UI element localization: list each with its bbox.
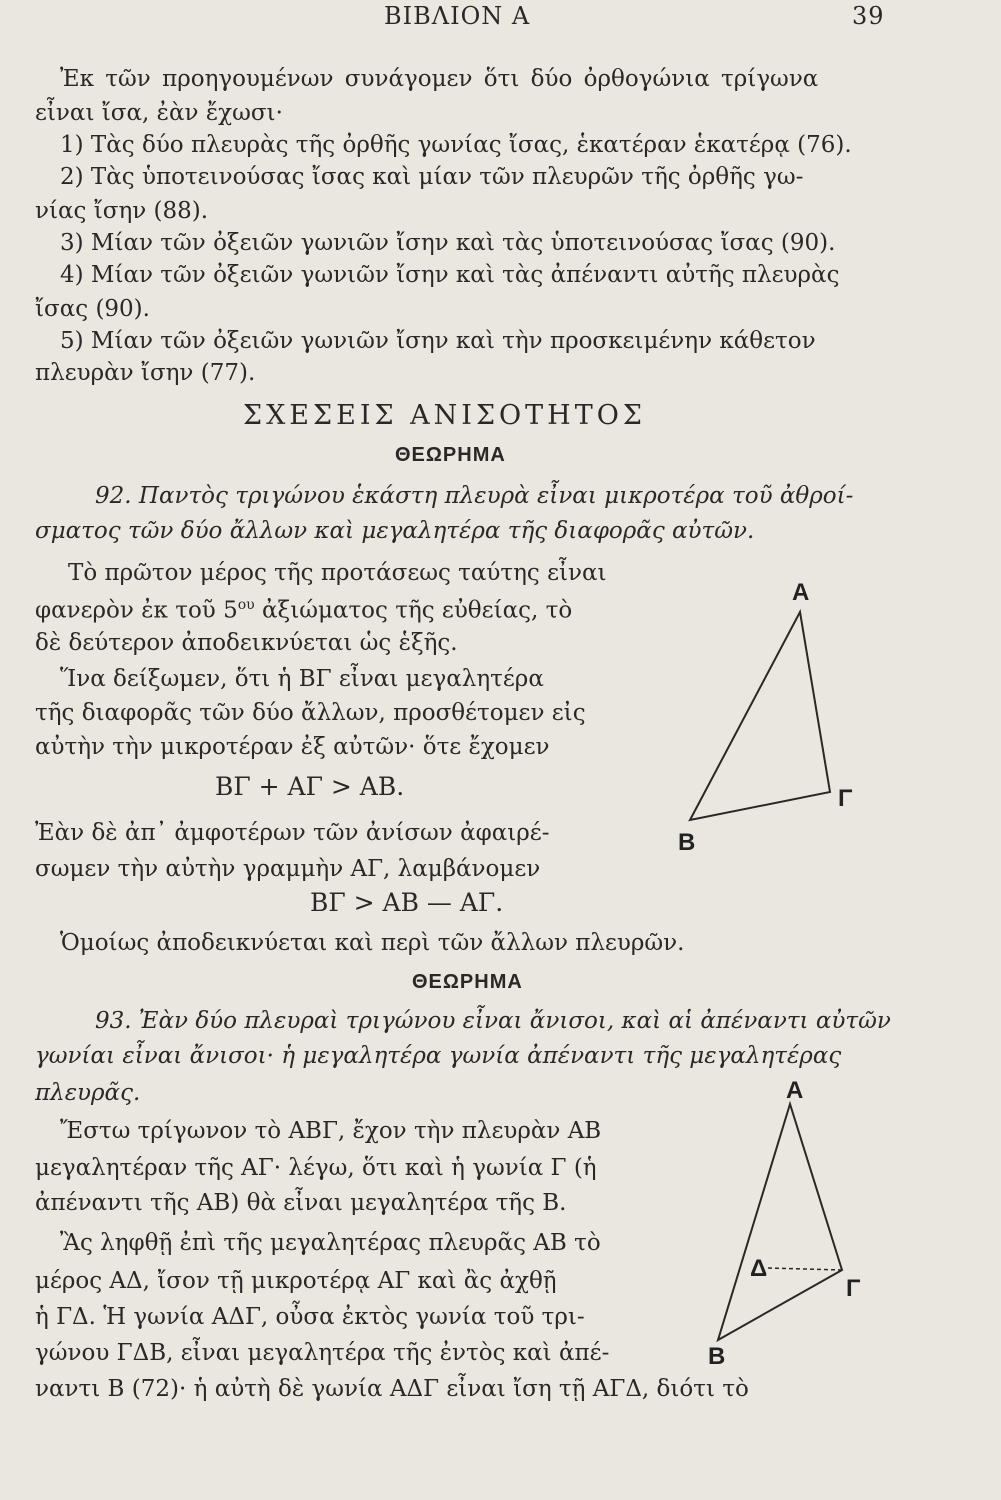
vertex-label-a: A: [792, 579, 810, 606]
proof-line: Ἐὰν δὲ ἀπ᾽ ἀμφοτέρων τῶν ἀνίσων ἀφαιρέ-: [35, 820, 550, 846]
proof-line: ἡ ΓΔ. Ἡ γωνία ΑΔΓ, οὖσα ἐκτὸς γωνία τοῦ τρι-: [35, 1304, 585, 1330]
vertex-label-b: B: [678, 829, 696, 856]
theorem-heading: ΘΕΩΡΗΜΑ: [395, 444, 506, 466]
vertex-label-b: B: [708, 1343, 726, 1370]
proof-line: ναντι Β (72)· ἡ αὐτὴ δὲ γωνία ΑΔΓ εἶναι ἴση τῇ ΑΓΔ, διότι τὸ: [35, 1376, 749, 1402]
intro-line: Ἐκ τῶν προηγουμένων συνάγομεν ὅτι δύο ὀρθογώνια τρίγωνα: [60, 66, 819, 92]
theorem-93-statement-cont: πλευρᾶς.: [35, 1080, 141, 1106]
triangle-figure-92: [678, 579, 853, 856]
case-3: 3) Μίαν τῶν ὀξειῶν γωνιῶν ἴσην καὶ τὰς ὑποτεινούσας ἴσας (90).: [60, 230, 836, 256]
vertex-label-g: Γ: [838, 785, 853, 812]
case-4: 4) Μίαν τῶν ὀξειῶν γωνιῶν ἴσην καὶ τὰς ἀπέναντι αὐτῆς πλευρὰς: [60, 262, 840, 288]
proof-line: φανερὸν ἐκ τοῦ $5^{o\upsilon}$ ἀξιώματος τῆς εὐθείας, τὸ: [35, 597, 573, 624]
case-1: 1) Τὰς δύο πλευρὰς τῆς ὀρθῆς γωνίας ἴσας, ἑκατέραν ἑκατέρᾳ (76).: [60, 132, 852, 158]
proof-line: μεγαλητέραν τῆς ΑΓ· λέγω, ὅτι καὶ ἡ γωνία Γ (ἡ: [35, 1155, 597, 1181]
proof-line: γώνου ΓΔΒ, εἶναι μεγαλητέρα τῆς ἐντὸς καὶ ἀπέ-: [35, 1340, 610, 1366]
proof-line: τῆς διαφορᾶς τῶν δύο ἄλλων, προσθέτομεν εἰς: [35, 700, 586, 726]
proof-line: σωμεν τὴν αὐτὴν γραμμὴν ΑΓ, λαμβάνομεν: [35, 856, 541, 882]
proof-line: Ὁμοίως ἀποδεικνύεται καὶ περὶ τῶν ἄλλων πλευρῶν.: [60, 930, 685, 956]
segment-gd: [768, 1268, 842, 1270]
theorem-92-statement: 92. Παντὸς τριγώνου ἑκάστη πλευρὰ εἶναι μικροτέρα τοῦ ἀθροί-: [95, 483, 854, 509]
proof-line: μέρος ΑΔ, ἴσον τῇ μικροτέρᾳ ΑΓ καὶ ἂς ἀχθῇ: [35, 1268, 557, 1294]
triangle-figure-93: [708, 1077, 861, 1370]
proof-line: αὐτὴν τὴν μικροτέραν ἐξ αὐτῶν· ὅτε ἔχομεν: [35, 734, 550, 760]
inequality-1: ΒΓ + ΑΓ > ΑΒ.: [215, 772, 405, 801]
theorem-heading: ΘΕΩΡΗΜΑ: [412, 971, 523, 993]
section-title: ΣΧΕΣΕΙΣ ΑΝΙΣΟΤΗΤΟΣ: [243, 400, 646, 431]
case-2-cont: νίας ἴσην (88).: [35, 198, 209, 224]
triangle-abg: [718, 1104, 842, 1340]
page-number: 39: [852, 2, 885, 30]
proof-line: Ἵνα δείξωμεν, ὅτι ἡ ΒΓ εἶναι μεγαλητέρα: [60, 666, 544, 692]
theorem-93-statement: 93. Ἐὰν δύο πλευραὶ τριγώνου εἶναι ἄνισοι, καὶ αἱ ἀπέναντι αὐτῶν: [95, 1008, 891, 1034]
case-2: 2) Τὰς ὑποτεινούσας ἴσας καὶ μίαν τῶν πλευρῶν τῆς ὀρθῆς γω-: [60, 164, 804, 190]
case-5-cont: πλευρὰν ἴσην (77).: [35, 360, 256, 386]
proof-line: Ἂς ληφθῇ ἐπὶ τῆς μεγαλητέρας πλευρᾶς ΑΒ τὸ: [60, 1230, 601, 1256]
theorem-92-statement-cont: σματος τῶν δύο ἄλλων καὶ μεγαλητέρα τῆς διαφορᾶς αὐτῶν.: [35, 518, 755, 544]
proof-line: Ἔστω τρίγωνον τὸ ΑΒΓ, ἔχον τὴν πλευρὰν ΑΒ: [60, 1118, 602, 1144]
proof-line: ἀπέναντι τῆς ΑΒ) θὰ εἶναι μεγαλητέρα τῆς Β.: [35, 1190, 567, 1216]
theorem-93-statement-cont: γωνίαι εἶναι ἄνισοι· ἡ μεγαλητέρα γωνία ἀπέναντι τῆς μεγαλητέρας: [35, 1043, 842, 1069]
triangle-abg: [690, 612, 830, 820]
intro-line: εἶναι ἴσα, ἐὰν ἔχωσι·: [35, 100, 283, 126]
vertex-label-a: A: [786, 1077, 804, 1104]
vertex-label-g: Γ: [846, 1275, 861, 1302]
inequality-2: ΒΓ > ΑΒ — ΑΓ.: [310, 888, 504, 917]
vertex-label-d: Δ: [750, 1255, 768, 1282]
proof-line: Τὸ πρῶτον μέρος τῆς προτάσεως ταύτης εἶναι: [68, 560, 607, 586]
running-header: ΒΙΒΛΙΟΝ Α: [384, 2, 531, 30]
case-5: 5) Μίαν τῶν ὀξειῶν γωνιῶν ἴσην καὶ τὴν προσκειμένην κάθετον: [60, 328, 816, 354]
case-4-cont: ἴσας (90).: [35, 296, 150, 322]
proof-line: δὲ δεύτερον ἀποδεικνύεται ὡς ἑξῆς.: [35, 630, 458, 656]
